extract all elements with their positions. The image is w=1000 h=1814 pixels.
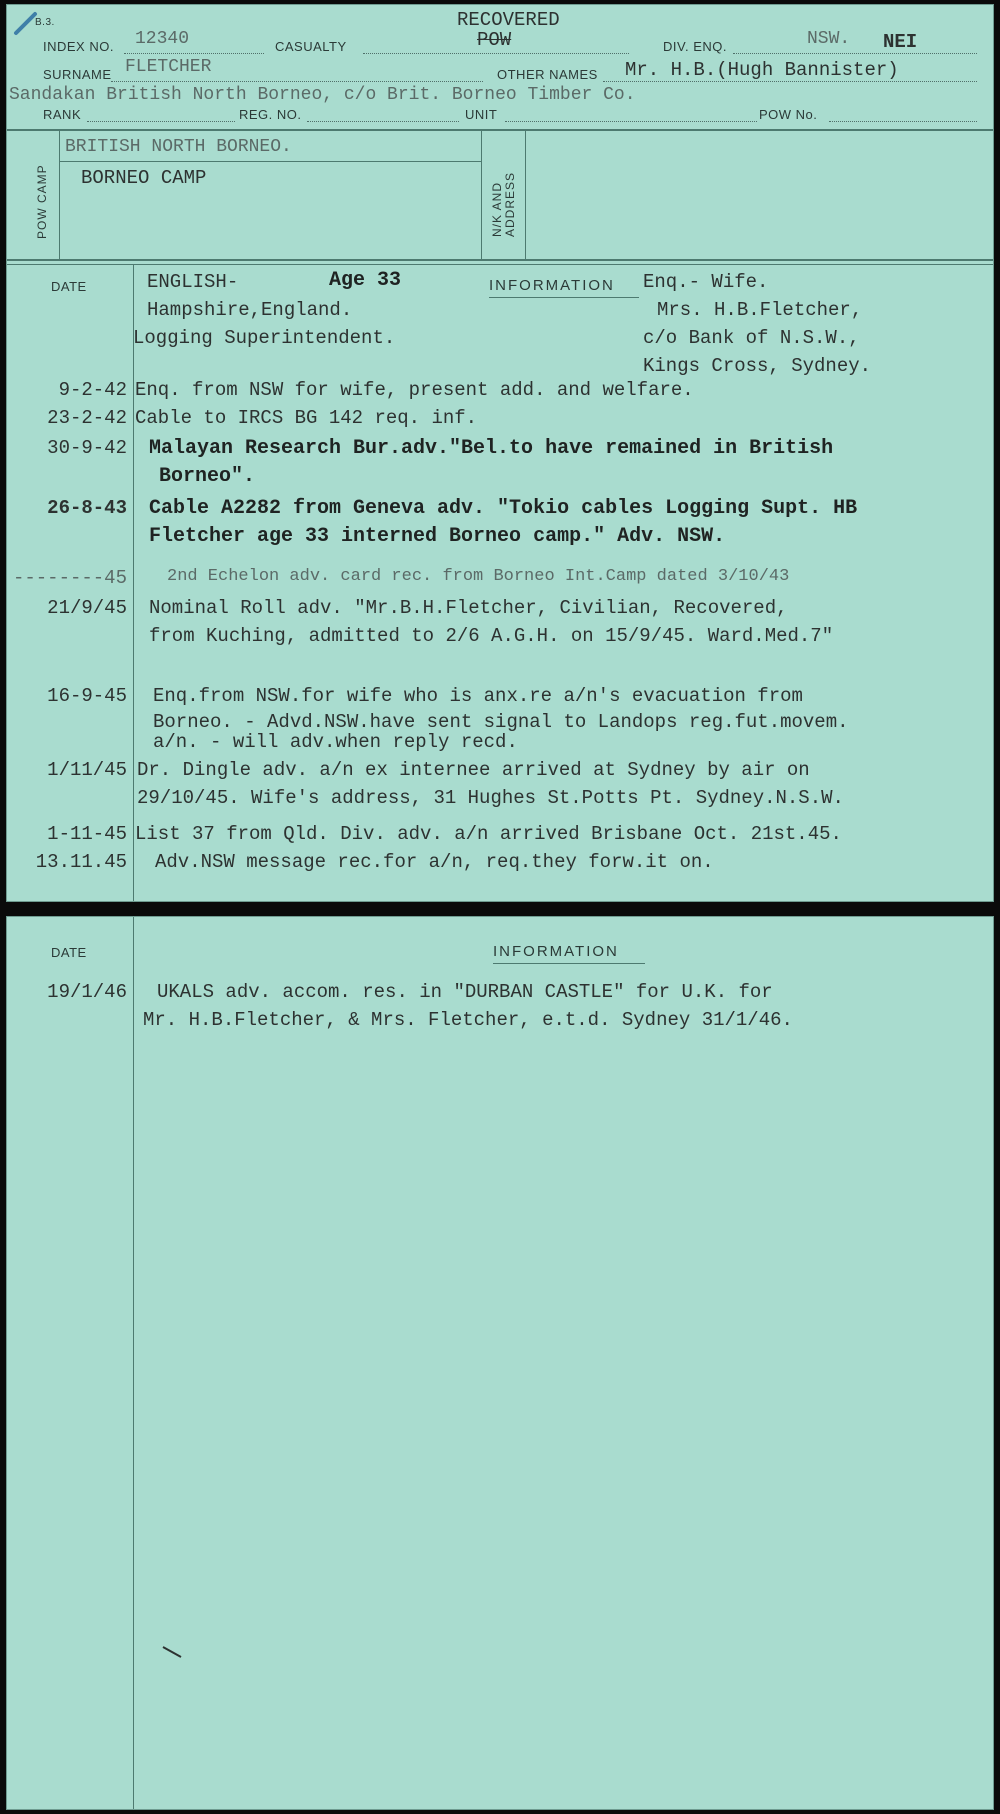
entry-text: Nominal Roll adv. "Mr.B.H.Fletcher, Civilian, Recovered, [149, 597, 788, 619]
div-enq-label: DIV. ENQ. [663, 39, 727, 54]
casualty-value: POW [477, 29, 512, 51]
entry-text: Dr. Dingle adv. a/n ex internee arrived at Sydney by air on [137, 759, 810, 781]
enquirer-line-1: Enq.- Wife. [643, 271, 769, 293]
home-text: Hampshire,England. [147, 299, 353, 321]
card-corner-code: B.3. [35, 17, 55, 28]
enquirer-line-4: Kings Cross, Sydney. [643, 355, 872, 377]
rank-label: RANK [43, 107, 82, 122]
occupation-text: Logging Superintendent. [133, 327, 396, 349]
nk-address-label: N/K AND ADDRESS [490, 171, 517, 237]
entry-text: Fletcher age 33 interned Borneo camp." Adv. NSW. [149, 525, 726, 548]
enquirer-line-3: c/o Bank of N.S.W., [643, 327, 860, 349]
other-names-value: Mr. H.B.(Hugh Bannister) [625, 59, 899, 81]
entry-text: Enq. from NSW for wife, present add. and welfare. [135, 379, 694, 401]
pow-camp-line-1: BRITISH NORTH BORNEO. [65, 137, 292, 157]
entry-date: 1-11-45 [47, 823, 127, 845]
entry-date: 23-2-42 [47, 407, 127, 429]
index-card-back [6, 916, 994, 1810]
date-column-header: DATE [51, 279, 87, 294]
index-no-value: 12340 [135, 29, 190, 49]
entry-date: 1/11/45 [47, 759, 127, 781]
information-header: INFORMATION [493, 943, 619, 960]
entry-text: Enq.from NSW.for wife who is anx.re a/n's evacuation from [153, 685, 803, 707]
entry-text: Cable A2282 from Geneva adv. "Tokio cables Logging Supt. HB [149, 497, 858, 520]
entry-text: a/n. - will adv.when reply recd. [153, 731, 518, 753]
reg-no-label: REG. NO. [239, 107, 302, 122]
surname-label: SURNAME [43, 67, 112, 82]
entry-text: Mr. H.B.Fletcher, & Mrs. Fletcher, e.t.d. Sydney 31/1/46. [143, 1009, 793, 1031]
entry-text: 2nd Echelon adv. card rec. from Borneo Int.Camp dated 3/10/43 [167, 567, 790, 586]
entry-date: 19/1/46 [47, 981, 127, 1003]
pen-mark-icon [161, 1645, 185, 1666]
entry-text: from Kuching, admitted to 2/6 A.G.H. on 15/9/45. Ward.Med.7" [149, 625, 834, 647]
entry-text: 29/10/45. Wife's address, 31 Hughes St.Potts Pt. Sydney.N.S.W. [137, 787, 844, 809]
entry-text: Cable to IRCS BG 142 req. inf. [135, 407, 478, 429]
entry-date: 13.11.45 [35, 851, 127, 873]
entry-text: Malayan Research Bur.adv."Bel.to have remained in British [149, 437, 834, 460]
entry-date: 16-9-45 [47, 685, 127, 707]
div-enq-value: NSW. [807, 29, 851, 49]
entry-date: --------45 [12, 567, 127, 589]
index-no-label: INDEX NO. [43, 39, 114, 54]
surname-value: FLETCHER [125, 57, 212, 77]
pow-no-label: POW No. [759, 107, 818, 122]
entry-date: 9-2-42 [58, 379, 127, 401]
index-card-front [6, 4, 994, 902]
entry-text: List 37 from Qld. Div. adv. a/n arrived Brisbane Oct. 21st.45. [135, 823, 842, 845]
casualty-status-value: RECOVERED [457, 9, 560, 31]
unit-label: UNIT [465, 107, 498, 122]
div-enq-extra-value: NEI [883, 31, 918, 53]
casualty-label: CASUALTY [275, 39, 347, 54]
other-names-label: OTHER NAMES [497, 67, 598, 82]
entry-text: Borneo". [159, 465, 256, 488]
entry-text: UKALS adv. accom. res. in "DURBAN CASTLE" for U.K. for [157, 981, 773, 1003]
nationality-text: ENGLISH- [147, 271, 239, 293]
pow-camp-label: POW CAMP [35, 164, 49, 239]
pow-camp-line-2: BORNEO CAMP [81, 167, 207, 189]
enquirer-line-2: Mrs. H.B.Fletcher, [657, 299, 863, 321]
date-column-header: DATE [51, 945, 87, 960]
entry-date: 26-8-43 [47, 497, 127, 519]
entry-date: 30-9-42 [47, 437, 127, 459]
entry-text: Borneo. - Advd.NSW.have sent signal to Landops reg.fut.movem. [153, 711, 849, 733]
entry-date: 21/9/45 [47, 597, 127, 619]
information-header: INFORMATION [489, 277, 615, 294]
address-line-value: Sandakan British North Borneo, c/o Brit. Borneo Timber Co. [9, 85, 636, 105]
age-text: Age 33 [329, 269, 402, 292]
entry-text: Adv.NSW message rec.for a/n, req.they forw.it on. [155, 851, 714, 873]
